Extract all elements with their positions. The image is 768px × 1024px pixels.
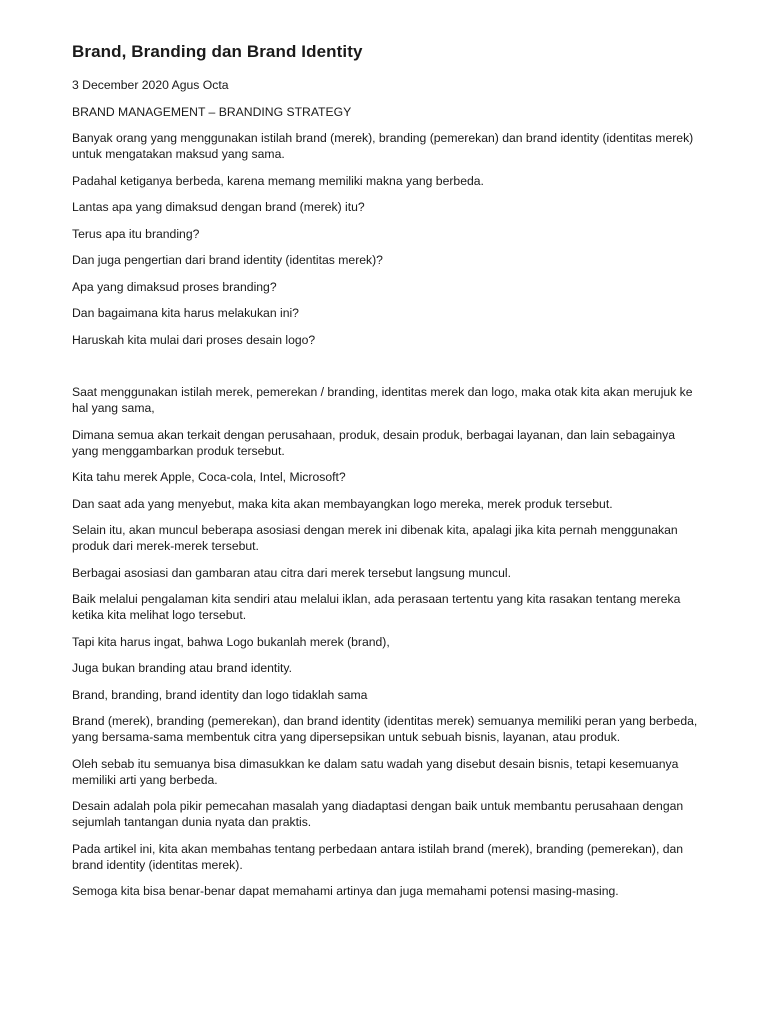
paragraph: Saat menggunakan istilah merek, pemerekan / branding, identitas merek dan logo, maka otak kita akan merujuk ke hal yang sama, (72, 385, 693, 415)
paragraph: Dan saat ada yang menyebut, maka kita akan membayangkan logo mereka, merek produk tersebut. (72, 496, 613, 511)
paragraph: Dimana semua akan terkait dengan perusahaan, produk, desain produk, berbagai layanan, dan lain sebagainya yang menggambarkan produk tersebut. (72, 427, 676, 458)
paragraph: Brand, branding, brand identity dan logo tidaklah sama (72, 687, 368, 702)
paragraph: Padahal ketiganya berbeda, karena memang memiliki makna yang berbeda. (72, 173, 484, 188)
paragraph: Lantas apa yang dimaksud dengan brand (merek) itu? (72, 200, 365, 214)
page-title: Brand, Branding dan Brand Identity (72, 42, 363, 61)
paragraph: Haruskah kita mulai dari proses desain logo? (72, 332, 316, 347)
paragraph: Kita tahu merek Apple, Coca-cola, Intel, Microsoft? (72, 470, 346, 484)
paragraph: Dan bagaimana kita harus melakukan ini? (72, 306, 299, 320)
paragraph: Juga bukan branding atau brand identity. (72, 661, 292, 675)
article-meta: 3 December 2020 Agus Octa (72, 78, 229, 92)
paragraph: Terus apa itu branding? (72, 226, 200, 241)
paragraph: Semoga kita bisa benar-benar dapat memahami artinya dan juga memahami potensi masing-masing. (72, 884, 619, 898)
document-page (72, 40, 702, 910)
paragraph: Oleh sebab itu semuanya bisa dimasukkan ke dalam satu wadah yang disebut desain bisnis, tetapi kesemuanya memiliki arti yang berbeda. (72, 756, 679, 787)
paragraph: Selain itu, akan muncul beberapa asosiasi dengan merek ini dibenak kita, apalagi jika kita pernah menggunakan produk dari merek-merek tersebut. (72, 523, 678, 553)
paragraph: Banyak orang yang menggunakan istilah brand (merek), branding (pemerekan) dan brand identity (identitas merek) untuk mengatakan maksud yang sama. (72, 131, 694, 161)
article-category: BRAND MANAGEMENT – BRANDING STRATEGY (72, 104, 352, 119)
section-spacer (72, 358, 702, 384)
paragraph: Baik melalui pengalaman kita sendiri atau melalui iklan, ada perasaan tertentu yang kita rasakan tentang mereka ketika kita melihat logo tersebut. (72, 592, 681, 622)
paragraph: Berbagai asosiasi dan gambaran atau citra dari merek tersebut langsung muncul. (72, 565, 511, 580)
paragraph: Tapi kita harus ingat, bahwa Logo bukanlah merek (brand), (72, 634, 390, 649)
paragraph: Pada artikel ini, kita akan membahas tentang perbedaan antara istilah brand (merek), branding (pemerekan), dan brand identity (identitas merek). (72, 841, 684, 872)
paragraph: Desain adalah pola pikir pemecahan masalah yang diadaptasi dengan baik untuk membantu perusahaan dengan sejumlah tantangan dunia nyata dan praktis. (72, 799, 684, 829)
paragraph: Brand (merek), branding (pemerekan), dan brand identity (identitas merek) semuanya memiliki peran yang berbeda, yang bersama-sama membentuk citra yang dipersepsikan untuk sebuah bisnis, layanan, atau produk. (72, 714, 698, 744)
paragraph: Dan juga pengertian dari brand identity (identitas merek)? (72, 253, 383, 267)
paragraph: Apa yang dimaksud proses branding? (72, 279, 277, 294)
